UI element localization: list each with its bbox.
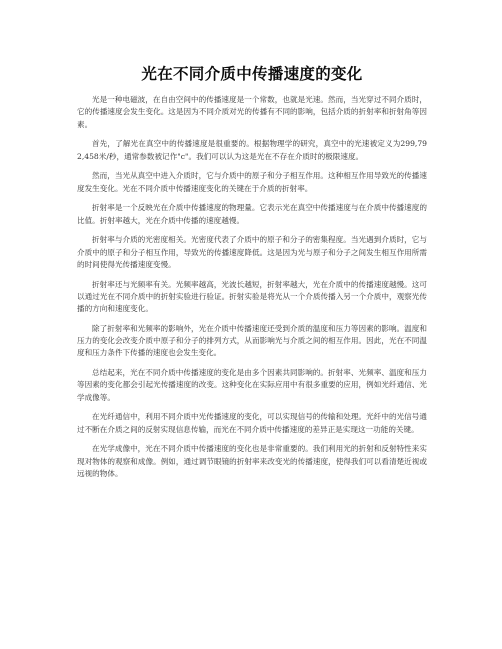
paragraph-9: 在光纤通信中，利用不同介质中光传播速度的变化，可以实现信号的传输和处理。光纤中的光信号通过不断在介质之间的反射实现信息传输，而光在不同介质中传播速度的差异正是实现这一功能的关键。	[77, 412, 427, 434]
paragraph-7: 除了折射率和光频率的影响外，光在介质中传播速度还受到介质的温度和压力等因素的影响。温度和压力的变化会改变介质中原子和分子的排列方式，从而影响光与介质之间的相互作用。因此，光在不同温度和压力条件下传播的速度也会发生变化。	[77, 323, 427, 358]
paragraph-3: 然而，当光从真空中进入介质时，它与介质中的原子和分子相互作用。这种相互作用导致光的传播速度发生变化。光在不同介质中传播速度变化的关键在于介质的折射率。	[77, 171, 427, 193]
paragraph-6: 折射率还与光频率有关。光频率越高，光波长越短，折射率越大，光在介质中的传播速度越慢。这可以通过光在不同介质中的折射实验进行验证。折射实验是将光从一个介质传播入另一个介质中，观察光传播的方向和速度变化。	[77, 279, 427, 314]
paragraph-2: 首先，了解光在真空中的传播速度是很重要的。根据物理学的研究，真空中的光速被定义为299,792,458米/秒，通常参数被记作"c"。我们可以认为这是光在不存在介质时的极限速度。	[77, 139, 427, 161]
document-body	[77, 94, 427, 480]
paragraph-10: 在光学成像中，光在不同介质中传播速度的变化也是非常重要的。我们利用光的折射和反射特性来实现对物体的观察和成像。例如，通过调节眼镜的折射率来改变光的传播速度，使得我们可以看清楚近视或远视的物体。	[77, 444, 427, 478]
document-page	[77, 62, 427, 488]
paragraph-5: 折射率与介质的光密度相关。光密度代表了介质中的原子和分子的密集程度。当光遇到介质时，它与介质中的原子和分子相互作用，导致光的传播速度降低。这是因为光与原子和分子之间发生相互作用所需的时间使得光传播速度变慢。	[77, 235, 427, 269]
paragraph-1: 光是一种电磁波，在自由空间中的传播速度是一个常数，也就是光速。然而，当光穿过不同介质时，它的传播速度会发生变化。这是因为不同介质对光的传播有不同的影响，包括介质的折射率和折射角等因素。	[77, 95, 427, 129]
document-title: 光在不同介质中传播速度的变化	[141, 65, 363, 83]
paragraph-4: 折射率是一个反映光在介质中传播速度的物理量。它表示光在真空中传播速度与在介质中传播速度的比值。折射率越大，光在介质中传播的速度越慢。	[77, 203, 427, 225]
paragraph-8: 总结起来，光在不同介质中传播速度的变化是由多个因素共同影响的。折射率、光频率、温度和压力等因素的变化都会引起光传播速度的改变。这种变化在实际应用中有很多重要的应用，例如光纤通信、光学成像等。	[77, 368, 427, 402]
